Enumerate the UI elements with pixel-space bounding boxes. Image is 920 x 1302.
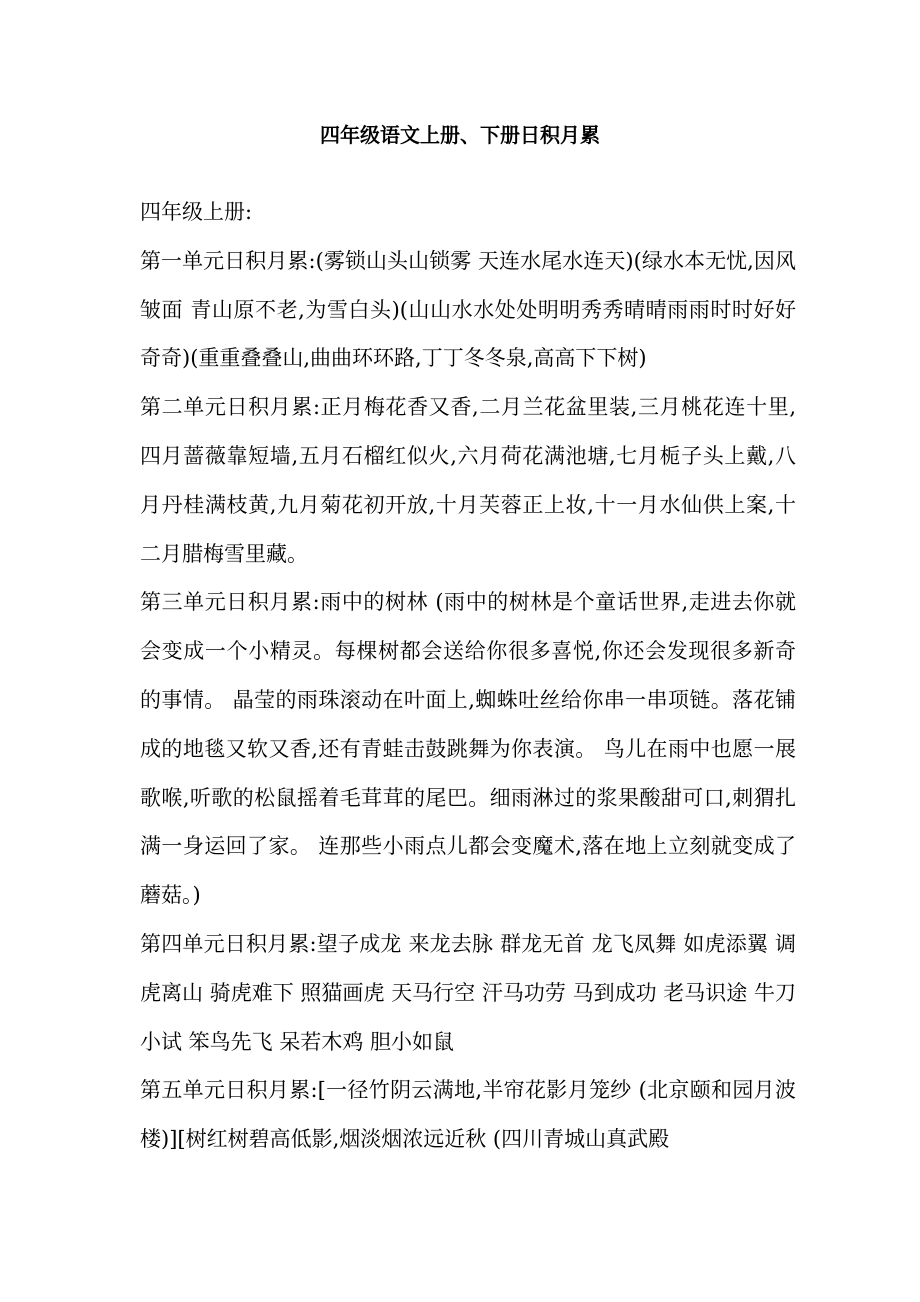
unit-3-paragraph: 第三单元日积月累:雨中的树林 (雨中的树林是个童话世界,走进去你就会变成一个小精灵。每棵树都会送给你很多喜悦,你还会发现很多新奇的事情。 晶莹的雨珠滚动在叶面上,蜘蛛吐丝给你串一串项链。落花铺成的地毯又软又香,还有青蛙击鼓跳舞为你表演。 鸟儿在雨中也愿一展歌喉,听歌的松鼠摇着毛茸茸的尾巴。细雨淋过的浆果酸甜可口,刺猬扎满一身运回了家。 连那些小雨点儿都会变魔术,落在地上立刻就变成了蘑菇。) bbox=[140, 590, 796, 908]
section-heading-upper-volume: 四年级上册: bbox=[140, 200, 253, 224]
unit-4-paragraph: 第四单元日积月累:望子成龙 来龙去脉 群龙无首 龙飞凤舞 如虎添翼 调虎离山 骑虎难下 照猫画虎 天马行空 汗马功劳 马到成功 老马识途 牛刀小试 笨鸟先飞 呆若木鸡 胆小如鼠 bbox=[140, 931, 796, 1054]
unit-1-paragraph: 第一单元日积月累:(雾锁山头山锁雾 天连水尾水连天)(绿水本无忧,因风皱面 青山原不老,为雪白头)(山山水水处处明明秀秀晴晴雨雨时时好好奇奇)(重重叠叠山,曲曲环环路,丁丁冬冬泉,高高下下树) bbox=[140, 248, 796, 371]
document-body bbox=[140, 188, 796, 1164]
unit-5-paragraph: 第五单元日积月累:[一径竹阴云满地,半帘花影月笼纱 (北京颐和园月波楼)][树红树碧高低影,烟淡烟浓远近秋 (四川青城山真武殿 bbox=[140, 1078, 796, 1152]
unit-2-paragraph: 第二单元日积月累:正月梅花香又香,二月兰花盆里装,三月桃花连十里,四月蔷薇靠短墙,五月石榴红似火,六月荷花满池塘,七月栀子头上戴,八月丹桂满枝黄,九月菊花初开放,十月芙蓉正上妆,十一月水仙供上案,十二月腊梅雪里藏。 bbox=[140, 395, 796, 566]
document-title: 四年级语文上册、下册日积月累 bbox=[320, 123, 600, 147]
